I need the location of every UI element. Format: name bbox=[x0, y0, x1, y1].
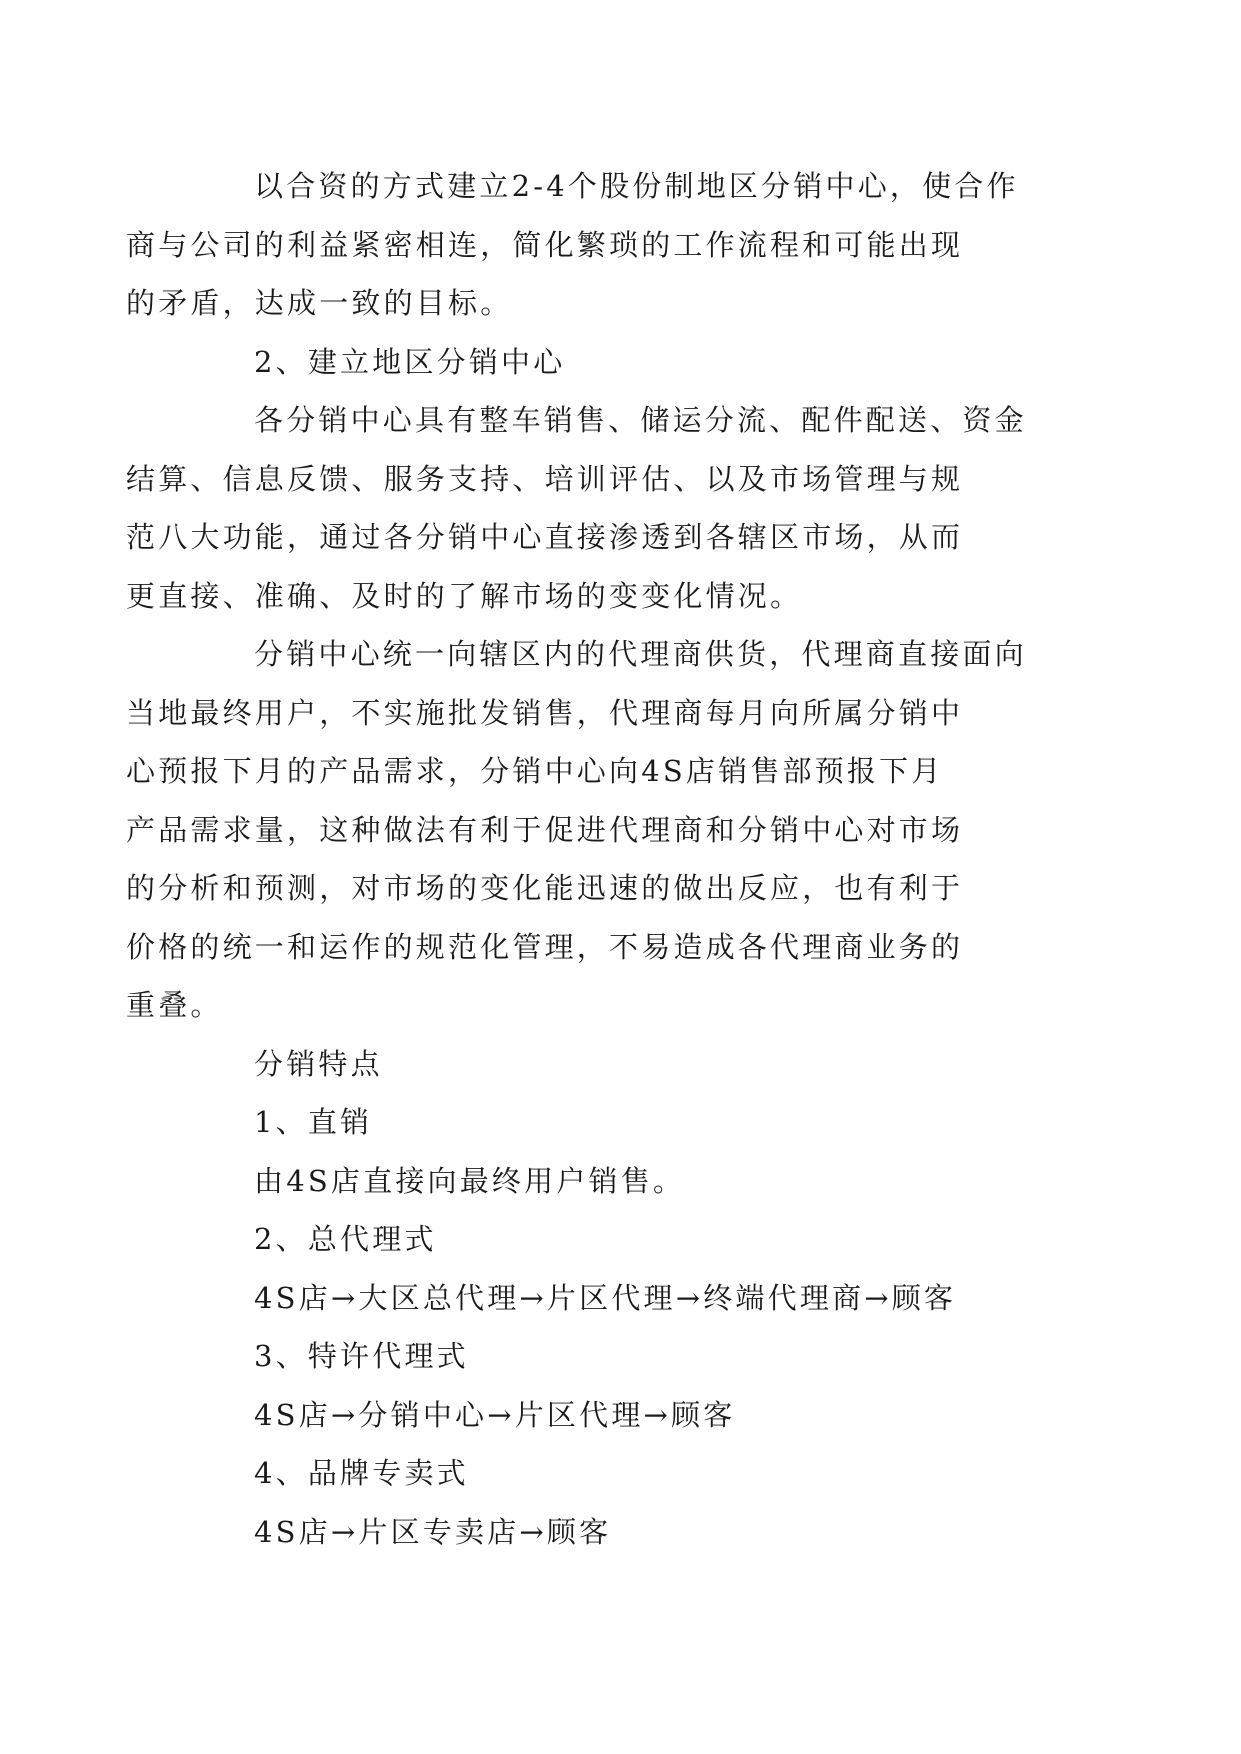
heading-distribution-features bbox=[190, 1035, 1070, 1094]
text-line: 产品需求量，这种做法有利于促进代理商和分销中心对市场 bbox=[126, 812, 964, 847]
text-line: 由4S店直接向最终用户销售。 bbox=[254, 1163, 686, 1198]
text-line: 以合资的方式建立2-4个股份制地区分销中心，使合作 bbox=[254, 169, 1019, 203]
text-line: 的分析和预测，对市场的变化能迅速的做出反应，也有利于 bbox=[126, 871, 964, 905]
text-line: 4S店→片区专卖店→顾客 bbox=[254, 1514, 612, 1549]
heading-direct-sales bbox=[190, 1093, 1070, 1152]
text-line: 分销中心统一向辖区内的代理商供货，代理商直接面向 bbox=[254, 637, 1027, 671]
heading-general-agency bbox=[190, 1210, 1070, 1269]
text-line: 重叠。 bbox=[126, 988, 223, 1022]
heading-franchise-agency bbox=[190, 1327, 1070, 1386]
flow-brand-store bbox=[190, 1503, 1070, 1562]
text-line: 心预报下月的产品需求，分销中心向4S店销售部预报下月 bbox=[126, 754, 944, 788]
text-line: 价格的统一和运作的规范化管理，不易造成各代理商业务的 bbox=[126, 929, 964, 964]
text-line: 更直接、准确、及时的了解市场的变变化情况。 bbox=[126, 578, 803, 613]
flow-franchise-agency bbox=[190, 1386, 1070, 1445]
text-line: 的矛盾，达成一致的目标。 bbox=[126, 286, 513, 320]
paragraph-direct-sales bbox=[190, 1152, 1070, 1211]
text-line: 3、特许代理式 bbox=[254, 1339, 469, 1373]
paragraph-center-functions bbox=[126, 391, 1070, 625]
flow-general-agency bbox=[190, 1269, 1070, 1328]
text-line: 结算、信息反馈、服务支持、培训评估、以及市场管理与规 bbox=[126, 461, 964, 496]
text-line: 2、建立地区分销中心 bbox=[254, 344, 566, 379]
text-line: 范八大功能，通过各分销中心直接渗透到各辖区市场，从而 bbox=[126, 520, 964, 554]
text-line: 4、品牌专卖式 bbox=[254, 1456, 469, 1490]
heading-regional-center bbox=[190, 333, 1070, 392]
heading-brand-store bbox=[190, 1444, 1070, 1503]
paragraph-supply-chain bbox=[126, 625, 1070, 1035]
text-line: 当地最终用户，不实施批发销售，代理商每月向所属分销中 bbox=[126, 695, 964, 730]
text-line: 分销特点 bbox=[254, 1046, 383, 1081]
paragraph-joint-venture bbox=[126, 157, 1070, 333]
text-line: 商与公司的利益紧密相连，简化繁琐的工作流程和可能出现 bbox=[126, 227, 964, 262]
text-line: 4S店→大区总代理→片区代理→终端代理商→顾客 bbox=[254, 1280, 957, 1315]
text-line: 1、直销 bbox=[254, 1105, 373, 1139]
document-page bbox=[126, 157, 1070, 1561]
text-line: 各分销中心具有整车销售、储运分流、配件配送、资金 bbox=[254, 403, 1027, 437]
text-line: 2、总代理式 bbox=[254, 1222, 437, 1256]
text-line: 4S店→分销中心→片区代理→顾客 bbox=[254, 1397, 736, 1432]
